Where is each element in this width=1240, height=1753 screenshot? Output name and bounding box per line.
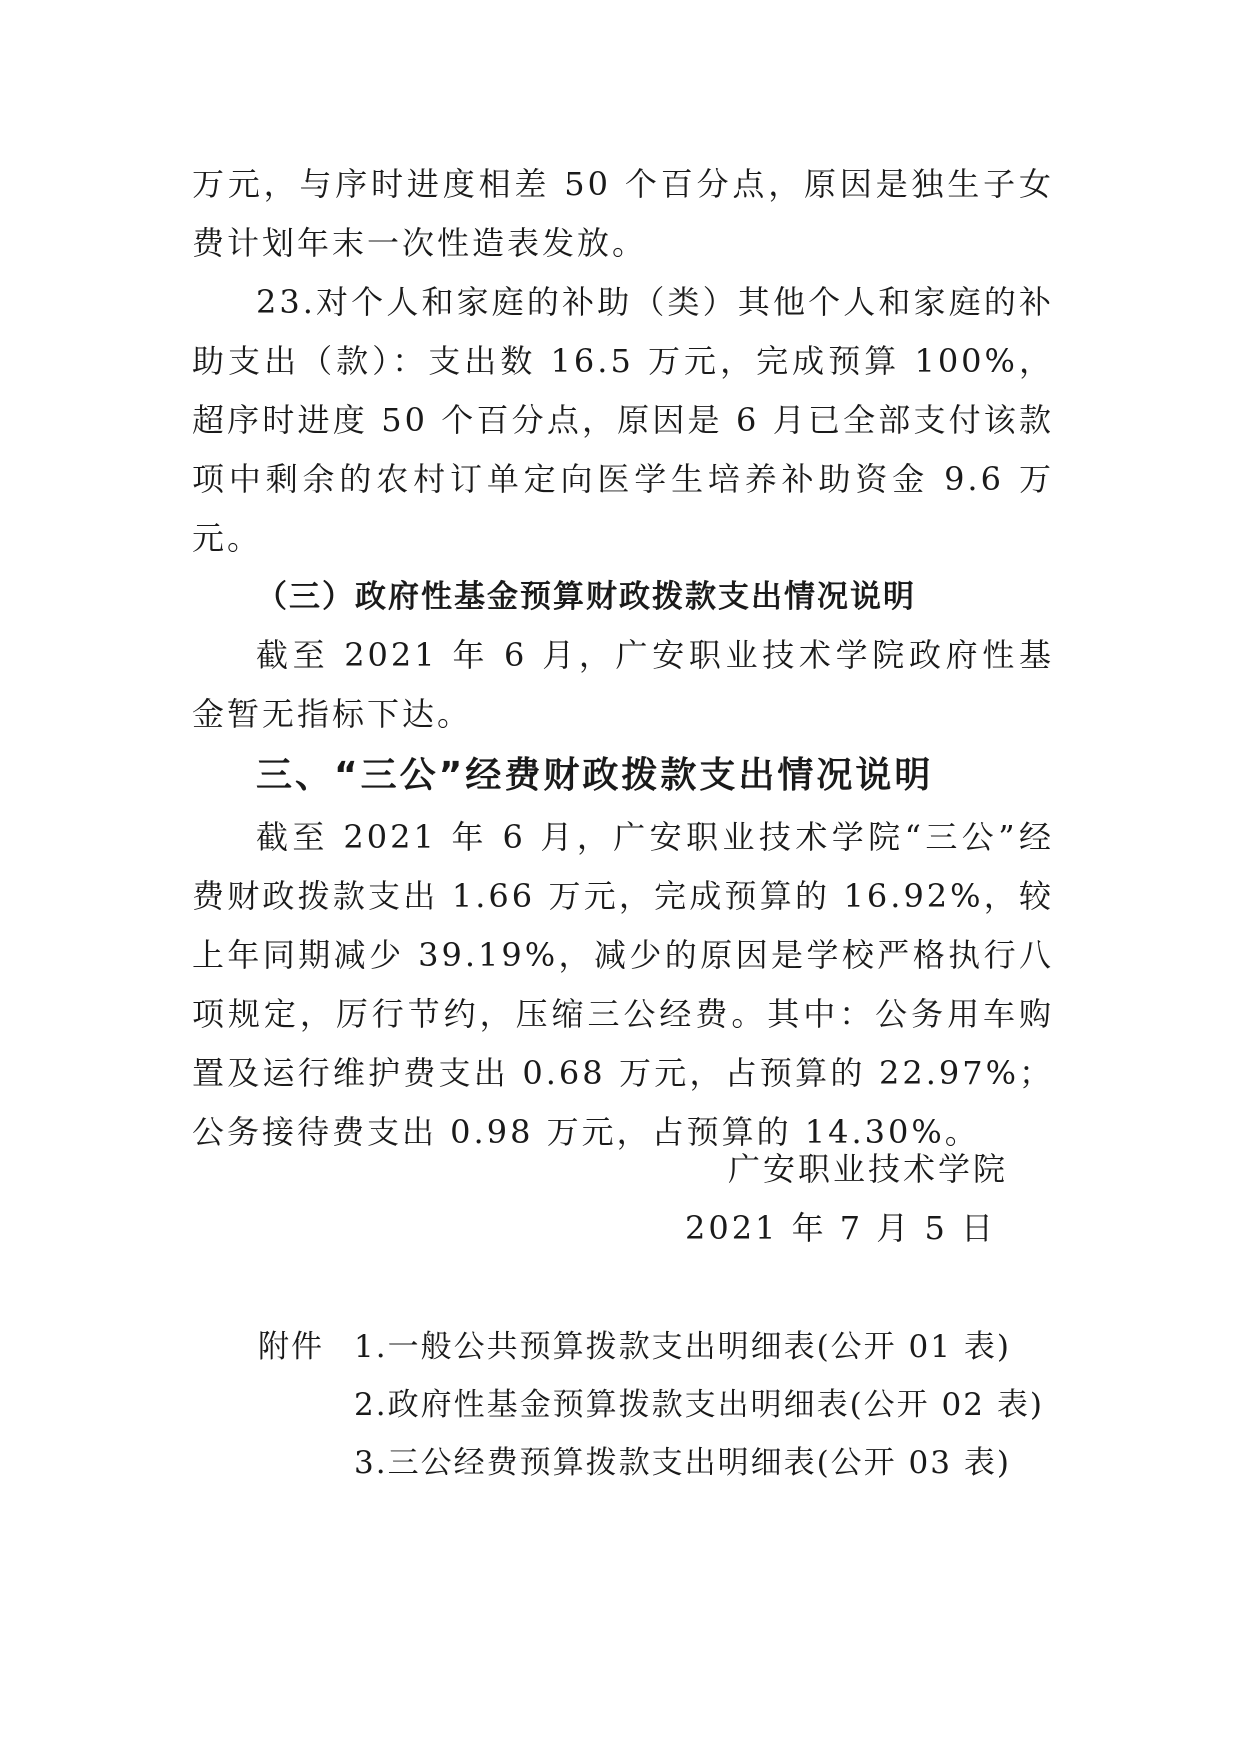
section-subheading-gov-fund: （三）政府性基金预算财政拨款支出情况说明	[256, 579, 916, 615]
attachment-item: 1.一般公共预算拨款支出明细表(公开 01 表)	[354, 1329, 1011, 1365]
attachment-row	[258, 1434, 1044, 1492]
paragraph-three-public: 截至 2021 年 6 月，广安职业技术学院“三公”经费财政拨款支出 1.66 万元，完成预算的 16.92%，较上年同期减少 39.19%，减少的原因是学校严格执行八项规定，厉行节约，压缩三公经费。其中：公务用车购置及运行维护费支出 0.68 万元，占预算的 22.97%；公务接待费支出 0.98 万元，占预算的 14.30%。	[192, 818, 1054, 1151]
signature-block	[685, 1140, 1008, 1258]
document-body	[192, 155, 1054, 1162]
attachment-row	[258, 1318, 1044, 1376]
section-heading-three-public: 三、“三公”经费财政拨款支出情况说明	[256, 755, 934, 796]
paragraph-item-23: 23.对个人和家庭的补助（类）其他个人和家庭的补助支出（款）：支出数 16.5 万元，完成预算 100%，超序时进度 50 个百分点，原因是 6 月已全部支付该款项中剩余的农村订单定向医学生培养补助资金 9.6 万元。	[192, 283, 1054, 557]
attachments-list	[258, 1318, 1044, 1492]
paragraph-continuation: 万元，与序时进度相差 50 个百分点，原因是独生子女费计划年末一次性造表发放。	[192, 165, 1054, 262]
paragraph-gov-fund: 截至 2021 年 6 月，广安职业技术学院政府性基金暂无指标下达。	[192, 636, 1054, 733]
attachment-item: 3.三公经费预算拨款支出明细表(公开 03 表)	[354, 1445, 1011, 1481]
attachment-row	[258, 1376, 1044, 1434]
attachments-label: 附件	[258, 1329, 324, 1365]
attachment-item: 2.政府性基金预算拨款支出明细表(公开 02 表)	[354, 1387, 1044, 1423]
signature-date: 2021 年 7 月 5 日	[684, 1209, 996, 1247]
signature-org: 广安职业技术学院	[727, 1150, 1008, 1188]
